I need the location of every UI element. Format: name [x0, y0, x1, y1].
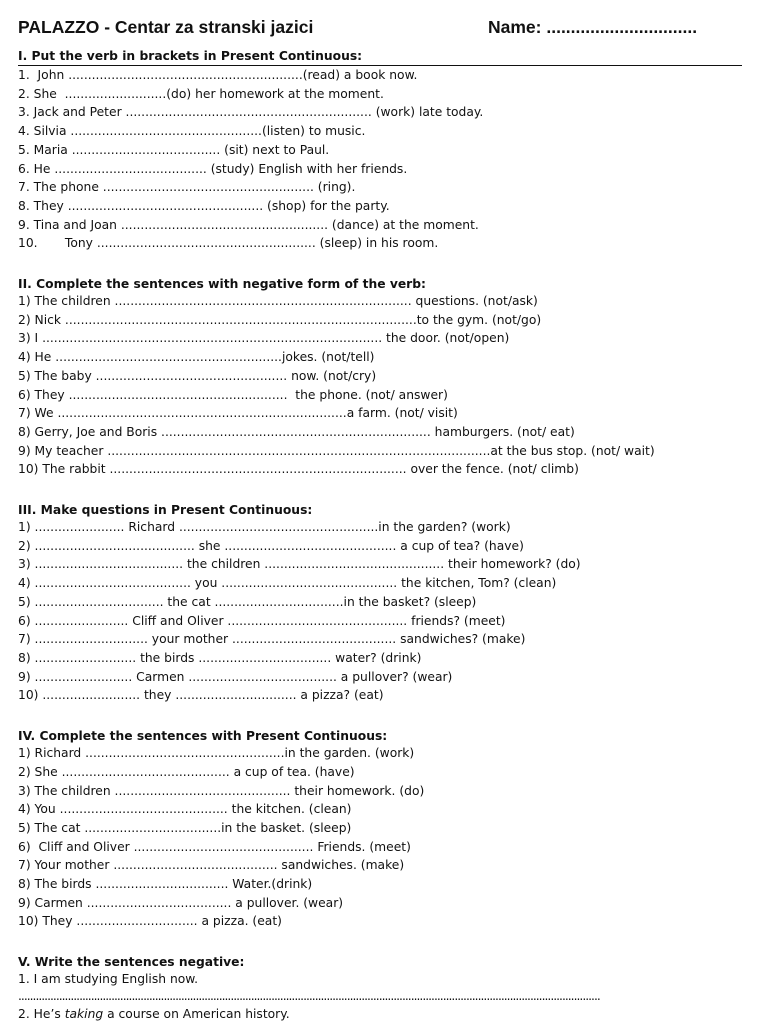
exercise-line: 5. Maria ...................................... (sit) next to Paul. — [18, 142, 330, 157]
exercise-line: 1) The children ............................................................................ questions. (not/ask) — [18, 294, 538, 309]
answer-line: ........................................................................................................................................................................................................ — [18, 988, 600, 1003]
exercise-text: 2. He’s — [18, 1006, 65, 1021]
exercise-line: 1. I am studying English now. — [18, 972, 199, 987]
section-1 — [18, 48, 748, 253]
section-1-title: I. Put the verb in brackets in Present Continuous: — [18, 48, 742, 66]
exercise-line: 9) Carmen ..................................... a pullover. (wear) — [18, 895, 344, 910]
exercise-line: 7. The phone ...................................................... (ring). — [18, 180, 356, 195]
exercise-line: 9. Tina and Joan ..................................................... (dance) at the moment. — [18, 217, 479, 232]
exercise-line: 9) My teacher ..................................................................................................at the bus stop. (not/ wait) — [18, 443, 655, 458]
exercise-line: 5) The cat ...................................in the basket. (sleep) — [18, 820, 352, 835]
section-3 — [18, 502, 748, 705]
section-2-title: II. Complete the sentences with negative form of the verb: — [18, 277, 426, 292]
exercise-line: 2) Nick ..........................................................................................to the gym. (not/go) — [18, 312, 542, 327]
exercise-line: 5) The baby ................................................. now. (not/cry) — [18, 368, 377, 383]
exercise-line: 3) I ....................................................................................... the door. (not/open) — [18, 331, 510, 346]
exercise-text: a course on American history. — [103, 1006, 290, 1021]
worksheet-page — [18, 14, 748, 1024]
exercise-line: 6) They ........................................................ the phone. (not/ answer) — [18, 387, 448, 402]
section-5-title: V. Write the sentences negative: — [18, 955, 245, 970]
exercise-line: 6) Cliff and Oliver .............................................. Friends. (meet) — [18, 839, 411, 854]
school-name: PALAZZO - Centar za stranski jazici — [18, 17, 314, 37]
exercise-line: 6. He ....................................... (study) English with her friends. — [18, 161, 408, 176]
exercise-line — [18, 1005, 748, 1024]
exercise-line: 1) ....................... Richard ...................................................in the garden? (work) — [18, 520, 511, 535]
exercise-line: 4. Silvia .................................................(listen) to music. — [18, 124, 366, 139]
section-5 — [18, 954, 748, 1023]
exercise-line: 7) Your mother .......................................... sandwiches. (make) — [18, 858, 405, 873]
section-3-title: III. Make questions in Present Continuous: — [18, 503, 313, 518]
exercise-line: 10. Tony ........................................................ (sleep) in his room. — [18, 236, 439, 251]
exercise-line: 2) ......................................... she ............................................ a cup of tea? (have) — [18, 538, 524, 553]
exercise-line: 3) ...................................... the children .............................................. their homework? (do) — [18, 557, 581, 572]
exercise-line: 2) She ........................................... a cup of tea. (have) — [18, 764, 355, 779]
exercise-line: 7) We ..........................................................................a farm. (not/ visit) — [18, 406, 458, 421]
worksheet-header — [18, 14, 748, 42]
exercise-line: 4) You ........................................... the kitchen. (clean) — [18, 802, 352, 817]
exercise-verb: taking — [64, 1006, 104, 1021]
exercise-line: 4) ........................................ you ............................................. the kitchen, Tom? (clean) — [18, 576, 557, 591]
exercise-line: 10) The rabbit ............................................................................ over the fence. (not/ climb) — [18, 462, 579, 477]
exercise-line: 6) ........................ Cliff and Oliver .............................................. friends? (meet) — [18, 613, 506, 628]
exercise-line: 10) ......................... they ............................... a pizza? (eat) — [18, 688, 384, 703]
exercise-line: 8) Gerry, Joe and Boris ..................................................................... hamburgers. (not/ eat) — [18, 424, 575, 439]
exercise-line: 3. Jack and Peter ............................................................... (work) late today. — [18, 105, 484, 120]
exercise-line: 3) The children ............................................. their homework. (do) — [18, 783, 425, 798]
student-name-field: Name: ............................... — [488, 17, 698, 37]
exercise-line: 7) ............................. your mother .......................................... sandwiches? (make) — [18, 632, 526, 647]
exercise-line: 10) They ............................... a pizza. (eat) — [18, 914, 282, 929]
exercise-line: 8) .......................... the birds .................................. water? (drink) — [18, 650, 422, 665]
section-2 — [18, 276, 748, 479]
section-4 — [18, 728, 748, 931]
exercise-line: 4) He ..........................................................jokes. (not/tell) — [18, 350, 375, 365]
exercise-line: 2. She ..........................(do) her homework at the moment. — [18, 86, 384, 101]
exercise-line: 8) The birds .................................. Water.(drink) — [18, 877, 313, 892]
exercise-line: 1. John ............................................................(read) a book now. — [18, 68, 418, 82]
exercise-line: 9) ......................... Carmen ...................................... a pullover? (wear) — [18, 669, 453, 684]
exercise-line: 1) Richard ...................................................in the garden. (work) — [18, 746, 415, 761]
section-4-title: IV. Complete the sentences with Present Continuous: — [18, 729, 388, 744]
exercise-line: 8. They .................................................. (shop) for the party. — [18, 198, 390, 213]
exercise-line: 5) ................................. the cat .................................in the basket? (sleep) — [18, 594, 477, 609]
